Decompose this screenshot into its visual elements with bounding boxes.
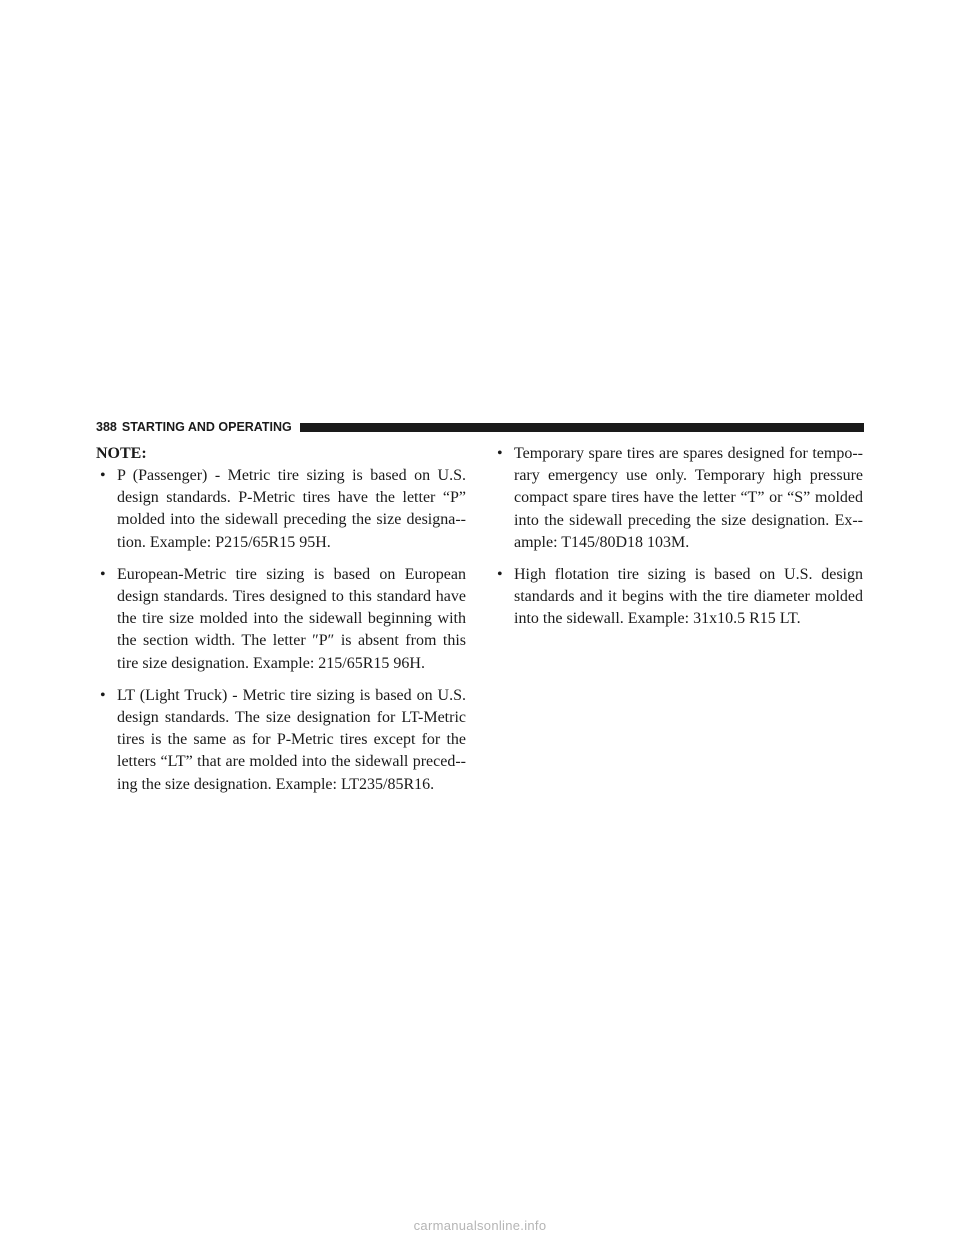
note-label: NOTE: [96, 445, 147, 462]
page-header [96, 418, 864, 436]
right-bullet-list [493, 443, 863, 631]
header-rule-bar [300, 423, 864, 432]
bullet-text: European-Metric tire sizing is based on European design standards. Tires designed to this standard have the tire size molded into the sidewall beginning with the section width. The letter ″P″ is absent from this tire size designation. Example: 215/65R15 96H. [117, 565, 466, 672]
left-column [96, 443, 466, 806]
bullet-item-european-metric [96, 564, 466, 675]
bullet-item-temporary-spare [493, 443, 863, 554]
bullet-text: LT (Light Truck) - Metric tire sizing is based on U.S. design standards. The size designation for LT-Metric tires is the same as for P-Metric tires except for the letters “LT” that are molded into the sidewall preced-ing the size designation. Example: LT235/85R16. [117, 686, 466, 793]
bullet-icon: • [497, 445, 503, 462]
bullet-item-light-truck [96, 685, 466, 796]
right-column [493, 443, 863, 641]
bullet-icon: • [100, 467, 106, 484]
bullet-text: High flotation tire sizing is based on U.S. design standards and it begins with the tire diameter molded into the sidewall. Example: 31x10.5 R15 LT. [514, 566, 863, 628]
left-bullet-list [96, 465, 466, 796]
bullet-item-high-flotation [493, 564, 863, 631]
bullet-item-passenger [96, 465, 466, 554]
bullet-text: P (Passenger) - Metric tire sizing is based on U.S. design standards. P-Metric tires have the letter “P” molded into the sidewall preceding the size designa-tion. Example: P215/65R15 95H. [117, 467, 466, 551]
watermark-link[interactable]: carmanualsonline.info [413, 1218, 547, 1233]
bullet-icon: • [100, 686, 106, 704]
bullet-icon: • [497, 566, 503, 584]
bullet-text: Temporary spare tires are spares designed for tempo-rary emergency use only. Temporary high pressure compact spare tires have the letter “T” or “S” molded into the sidewall preceding the size designation. Ex-ample: T145/80D18 103M. [514, 445, 863, 551]
bullet-icon: • [100, 565, 106, 583]
section-title: STARTING AND OPERATING [121, 420, 292, 434]
page-number: 388 [96, 420, 117, 434]
